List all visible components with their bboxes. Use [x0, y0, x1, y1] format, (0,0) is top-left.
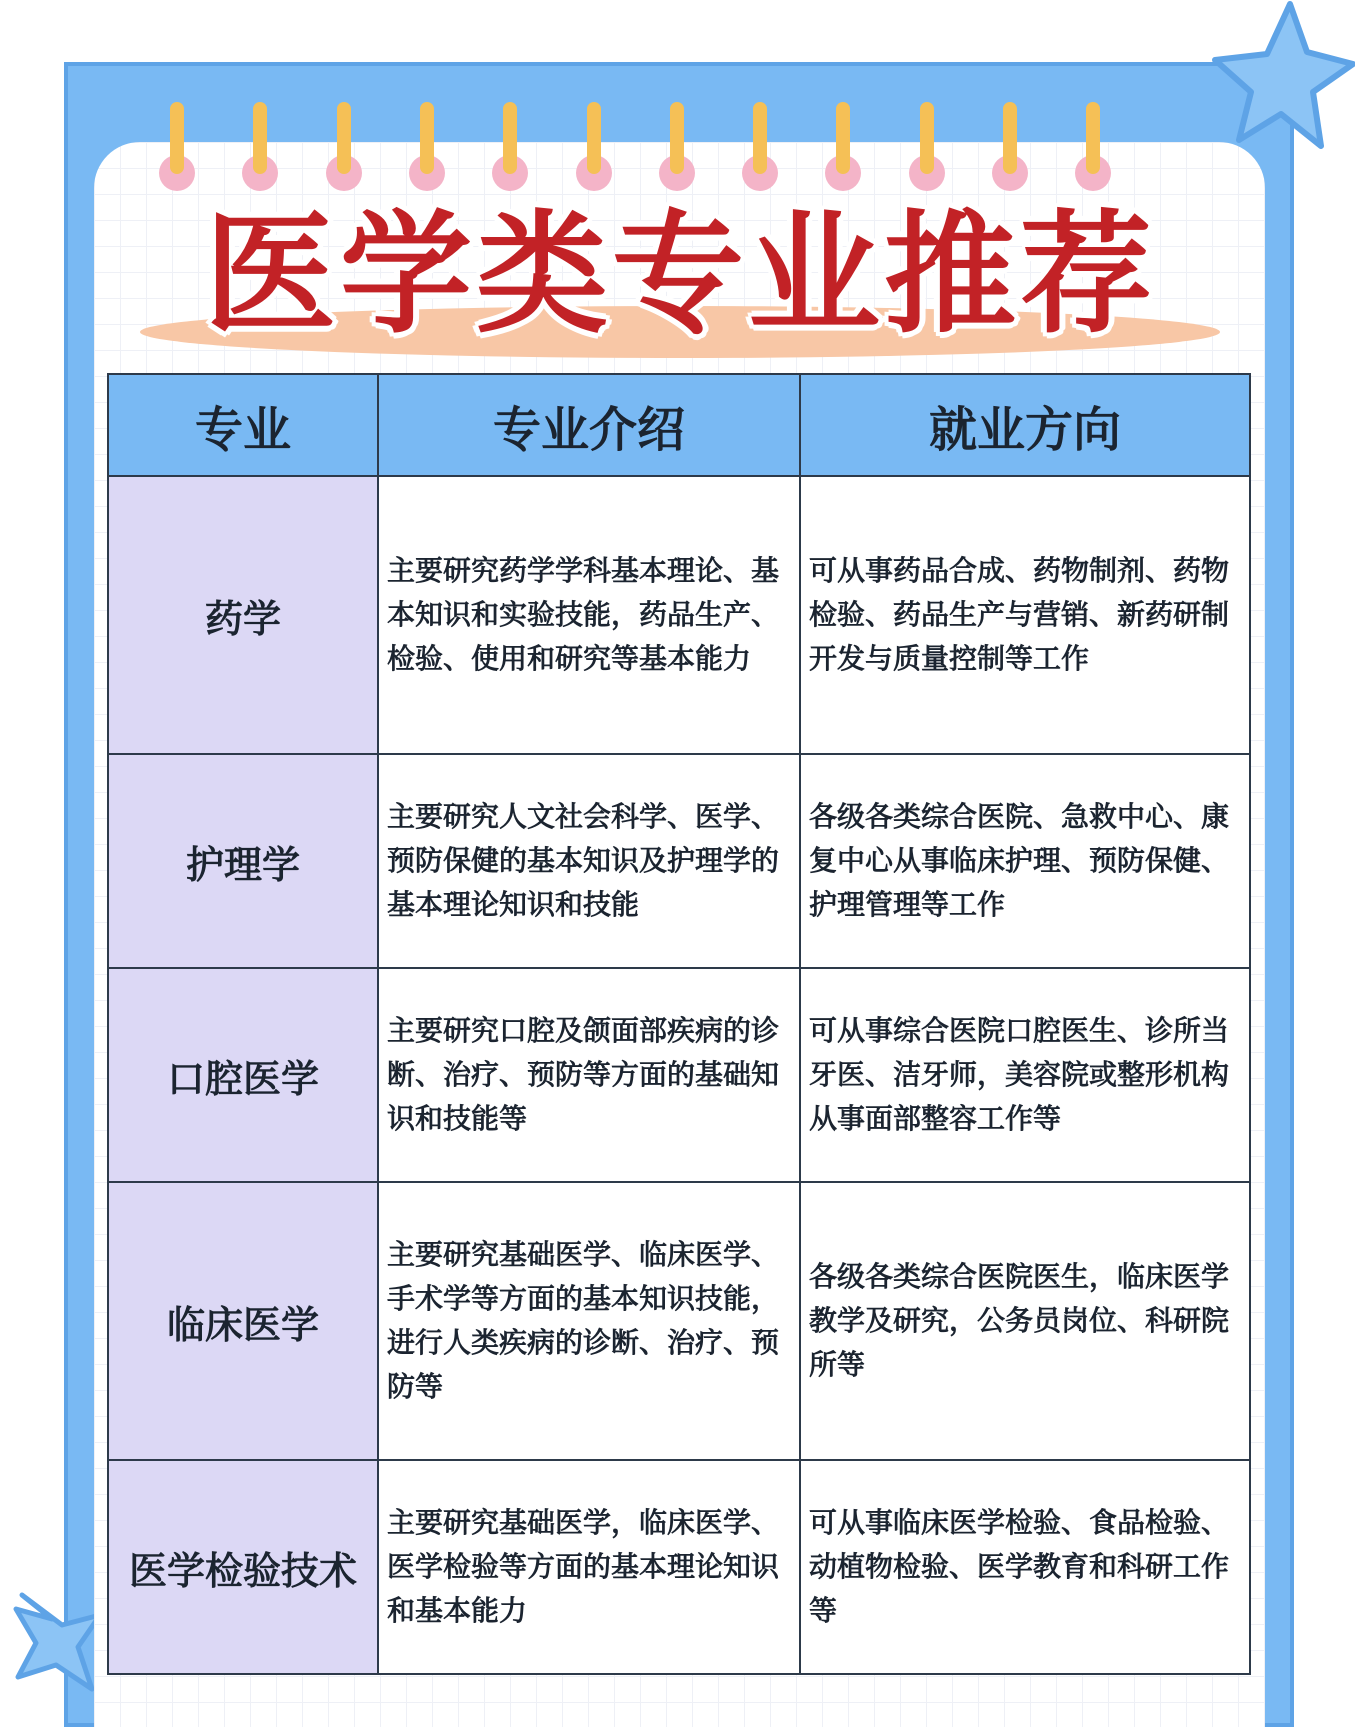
binder-ring-bar: [420, 102, 434, 174]
table-row: [108, 968, 1250, 1182]
table-row: [108, 1460, 1250, 1674]
binder-ring-bar: [170, 102, 184, 174]
header-intro: 专业介绍: [378, 374, 800, 476]
binder-ring-bar: [587, 102, 601, 174]
binder-ring-bar: [337, 102, 351, 174]
binder-ring-bar: [753, 102, 767, 174]
major-name: 护理学: [108, 754, 378, 968]
major-intro: 主要研究口腔及颌面部疾病的诊断、治疗、预防等方面的基础知识和技能等: [378, 968, 800, 1182]
major-intro: 主要研究基础医学，临床医学、医学检验等方面的基本理论知识和基本能力: [378, 1460, 800, 1674]
star-icon: [12, 1585, 102, 1695]
major-intro: 主要研究药学学科基本理论、基本知识和实验技能，药品生产、检验、使用和研究等基本能力: [378, 476, 800, 754]
star-icon: [1195, 0, 1355, 150]
major-name: 临床医学: [108, 1182, 378, 1460]
table-row: [108, 476, 1250, 754]
binder-ring-bar: [503, 102, 517, 174]
binder-ring-bar: [920, 102, 934, 174]
binder-ring-bar: [253, 102, 267, 174]
table-row: [108, 1182, 1250, 1460]
table-header-row: [108, 374, 1250, 476]
major-career: 可从事药品合成、药物制剂、药物检验、药品生产与营销、新药研制开发与质量控制等工作: [800, 476, 1250, 754]
major-intro: 主要研究基础医学、临床医学、手术学等方面的基本知识技能，进行人类疾病的诊断、治疗、预防等: [378, 1182, 800, 1460]
major-table: [107, 373, 1251, 1675]
major-name: 口腔医学: [108, 968, 378, 1182]
header-career: 就业方向: [800, 374, 1250, 476]
major-career: 可从事综合医院口腔医生、诊所当牙医、洁牙师，美容院或整形机构从事面部整容工作等: [800, 968, 1250, 1182]
major-career: 各级各类综合医院医生，临床医学教学及研究，公务员岗位、科研院所等: [800, 1182, 1250, 1460]
binder-ring-bar: [670, 102, 684, 174]
header-major: 专业: [108, 374, 378, 476]
binder-ring-bar: [836, 102, 850, 174]
major-name: 医学检验技术: [108, 1460, 378, 1674]
table-row: [108, 754, 1250, 968]
binder-ring-bar: [1086, 102, 1100, 174]
binder-ring-bar: [1003, 102, 1017, 174]
major-name: 药学: [108, 476, 378, 754]
major-career: 各级各类综合医院、急救中心、康复中心从事临床护理、预防保健、护理管理等工作: [800, 754, 1250, 968]
page-title: 医学类专业推荐: [204, 198, 1156, 352]
major-career: 可从事临床医学检验、食品检验、动植物检验、医学教育和科研工作等: [800, 1460, 1250, 1674]
major-intro: 主要研究人文社会科学、医学、预防保健的基本知识及护理学的基本理论知识和技能: [378, 754, 800, 968]
